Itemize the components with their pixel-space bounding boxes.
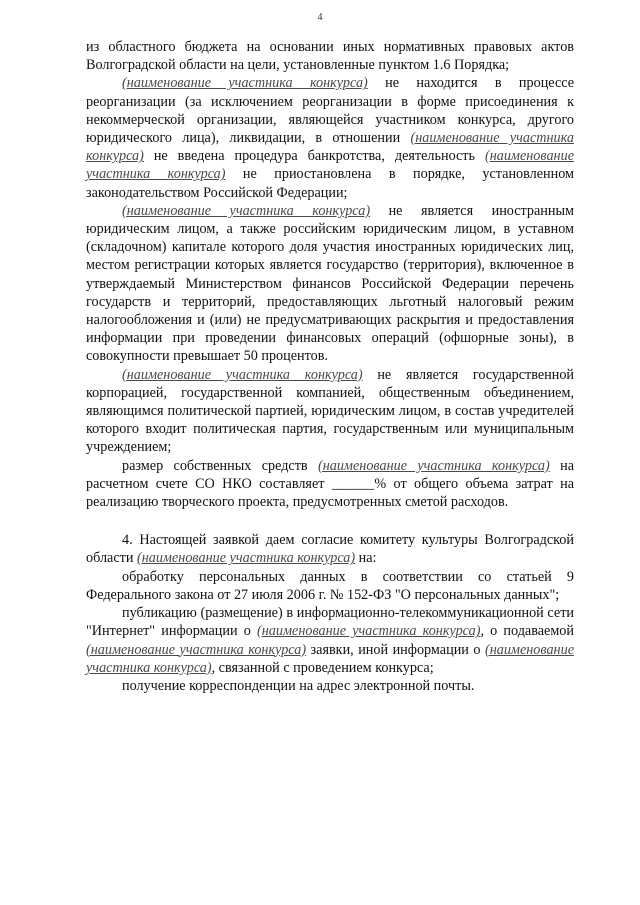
paragraph-3: (наименование участника конкурса) не является иностранным юридическим лицом, а также российским юридическим лицом, в уставном (складочном) капитале которого доля участия иностранных юридических лиц, местом регистрации которых является государство (территория), включенное в утверждаемый Министерством финансов Российской Федерации перечень государств и территорий, предоставляющих льготный налоговый режим налогообложения и (или) не предусматривающих раскрытия и предоставления информации при проведении финансовых операций (офшорные зоны), в совокупности превышает 50 процентов. [86,202,574,365]
participant-placeholder: (наименование участника конкурса) [86,130,575,165]
paragraph-1: из областного бюджета на основании иных нормативных правовых актов Волгоградской области на цели, установленные пунктом 1.6 Порядка; [86,39,574,74]
participant-placeholder: (наименование участника конкурса) [86,641,574,676]
participant-placeholder: (наименование участника конкурса) [122,202,371,219]
participant-placeholder: (наименование участника конкурса) [122,366,363,383]
participant-placeholder: (наименование участника конкурса) [136,550,356,567]
paragraph-4: (наименование участника конкурса) не является государственной корпорацией, государственной компанией, общественным объединением, являющимся политической партией, юридическим лицом, в состав учредителей которого входит политическая партия, государственным или муниципальным учреждением; [86,366,575,456]
paragraph-6: 4. Настоящей заявкой даем согласие комитету культуры Волгоградской области (наименование участника конкурса) на: [86,532,574,567]
participant-placeholder: (наименование участника конкурса) [86,641,307,658]
participant-placeholder: (наименование участника конкурса) [317,457,550,474]
paragraph-8: публикацию (размещение) в информационно-телекоммуникационной сети "Интернет" информации о (наименование участника конкурса), о подаваемой (наименование участника конкурса) заявки, иной информации о (наименование участника конкурса), связанной с проведением конкурса; [86,605,574,676]
paragraph-7: обработку персональных данных в соответствии со статьей 9 Федерального закона от 27 июля 2006 г. № 152-ФЗ "О персональных данных"; [86,568,574,603]
paragraph-9: получение корреспонденции на адрес электронной почты. [122,677,475,694]
document-body [86,38,574,695]
paragraph-5: размер собственных средств (наименование участника конкурса) на расчетном счете СО НКО составляет ______% от общего объема затрат на реализацию творческого проекта, предусмотренных сметой расходов. [86,457,574,511]
participant-placeholder: (наименование участника конкурса) [86,148,574,183]
page-number: 4 [317,12,323,23]
participant-placeholder: (наименование участника конкурса) [122,75,368,92]
participant-placeholder: (наименование участника конкурса) [257,623,481,640]
paragraph-2: (наименование участника конкурса) не находится в процессе реорганизации (за исключением реорганизации в форме присоединения к некоммерческой организации, являющейся участником конкурса, другого юридического лица), ликвидации, в отношении (наименование участника конкурса) не введена процедура банкротства, деятельность (наименование участника конкурса) не приостановлена в порядке, установленном законодательством Российской Федерации; [86,75,575,201]
section-gap [86,511,574,531]
